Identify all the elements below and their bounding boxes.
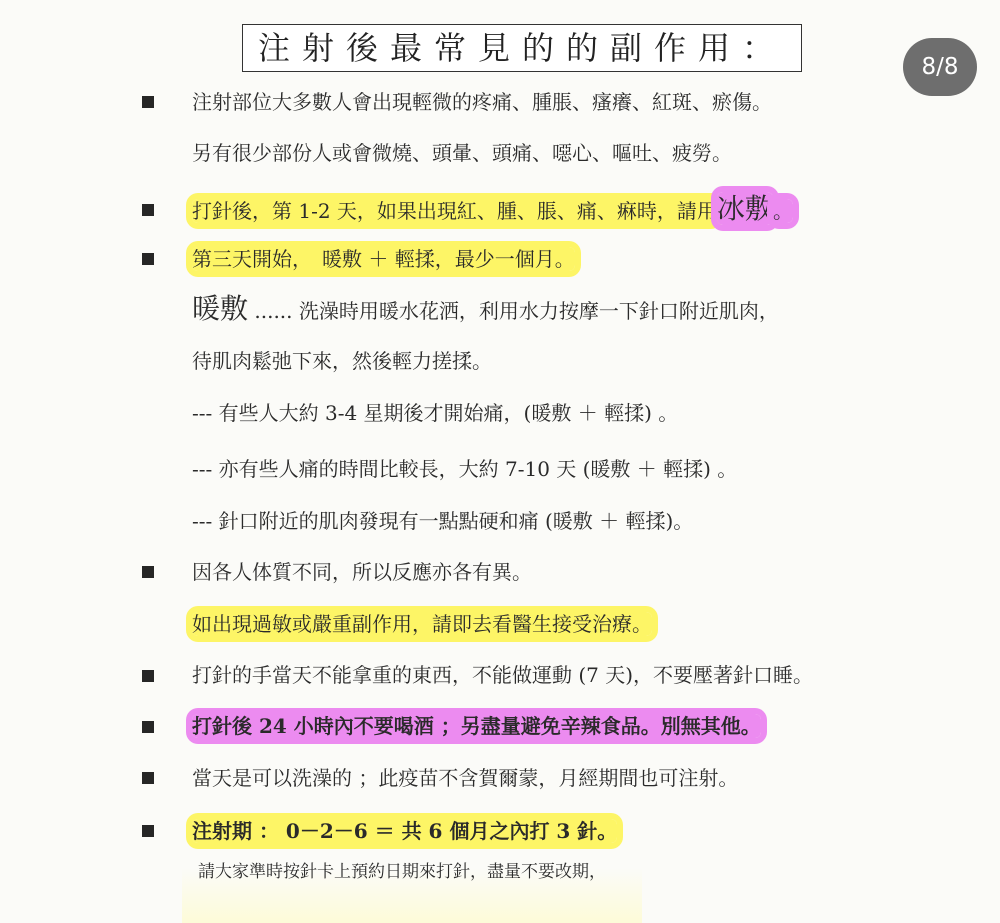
side-effect-line: 注射部位大多數人會出現輕微的疼痛、腫脹、瘙癢、紅斑、瘀傷。	[192, 90, 772, 114]
constitution-line: 因各人体質不同，所以反應亦各有異。	[192, 560, 532, 584]
page-title: 注射後最常見的的副作用：	[242, 24, 802, 72]
bullet-marker	[142, 253, 154, 265]
bullet-marker	[142, 566, 154, 578]
bullet-marker	[142, 772, 154, 784]
warm-compress-label: 暖敷	[192, 292, 249, 325]
note-line: --- 針口附近的肌肉發現有一點點硬和痛 (暖敷 ＋ 輕揉)。	[192, 509, 694, 533]
schedule-line	[192, 816, 617, 846]
allergy-warning-line	[192, 609, 652, 639]
page-counter-badge: 8/8	[903, 38, 977, 96]
highlight-yellow: 如出現過敏或嚴重副作用，請即去看醫生接受治療。	[192, 612, 652, 636]
note-line: --- 有些人大約 3-4 星期後才開始痛，(暖敷 ＋ 輕揉) 。	[192, 401, 679, 425]
cold-compress-line	[192, 194, 793, 226]
bullet-marker	[142, 96, 154, 108]
schedule-note: 請大家準時按針卡上預約日期來打針，盡量不要改期，	[198, 862, 606, 882]
warm-compress-desc: 暖敷 ...... 洗澡時用暖水花洒，利用水力按摩一下針口附近肌肉，	[192, 292, 779, 325]
warm-compress-desc-2: 待肌肉鬆弛下來，然後輕力搓揉。	[192, 349, 492, 373]
bullet-marker	[142, 825, 154, 837]
warm-compress-line	[192, 244, 575, 274]
side-effect-line: 另有很少部份人或會微燒、頭暈、頭痛、噁心、嘔吐、疲勞。	[192, 141, 732, 165]
bullet-marker	[142, 670, 154, 682]
bullet-marker	[142, 721, 154, 733]
bullet-marker	[142, 204, 154, 216]
highlight-pink-cold-compress: 冰敷	[716, 192, 773, 225]
bathing-line: 當天是可以洗澡的 ；此疫苗不含賀爾蒙，月經期間也可注射。	[192, 766, 739, 790]
highlight-yellow: 第三天開始， 暖敷 ＋ 輕揉，最少一個月。	[192, 247, 575, 271]
highlight-yellow: 打針後，第 1-2 天，如果出現紅、腫、脹、痛、痳時，請用	[192, 199, 717, 223]
highlight-yellow: 注射期 ： 0－2－6 ＝ 共 6 個月之內打 3 針。	[192, 819, 618, 843]
note-line: --- 亦有些人痛的時間比較長，大約 7-10 天 (暖敷 ＋ 輕揉) 。	[192, 457, 738, 481]
highlight-pink: 。	[772, 199, 793, 223]
highlight-pink: 打針後 24 小時內不要喝酒 ；另盡量避免辛辣食品。別無其他。	[192, 714, 761, 738]
no-lifting-line: 打針的手當天不能拿重的東西，不能做運動 (7 天)，不要壓著針口睡。	[192, 663, 814, 687]
no-alcohol-line	[192, 711, 761, 741]
